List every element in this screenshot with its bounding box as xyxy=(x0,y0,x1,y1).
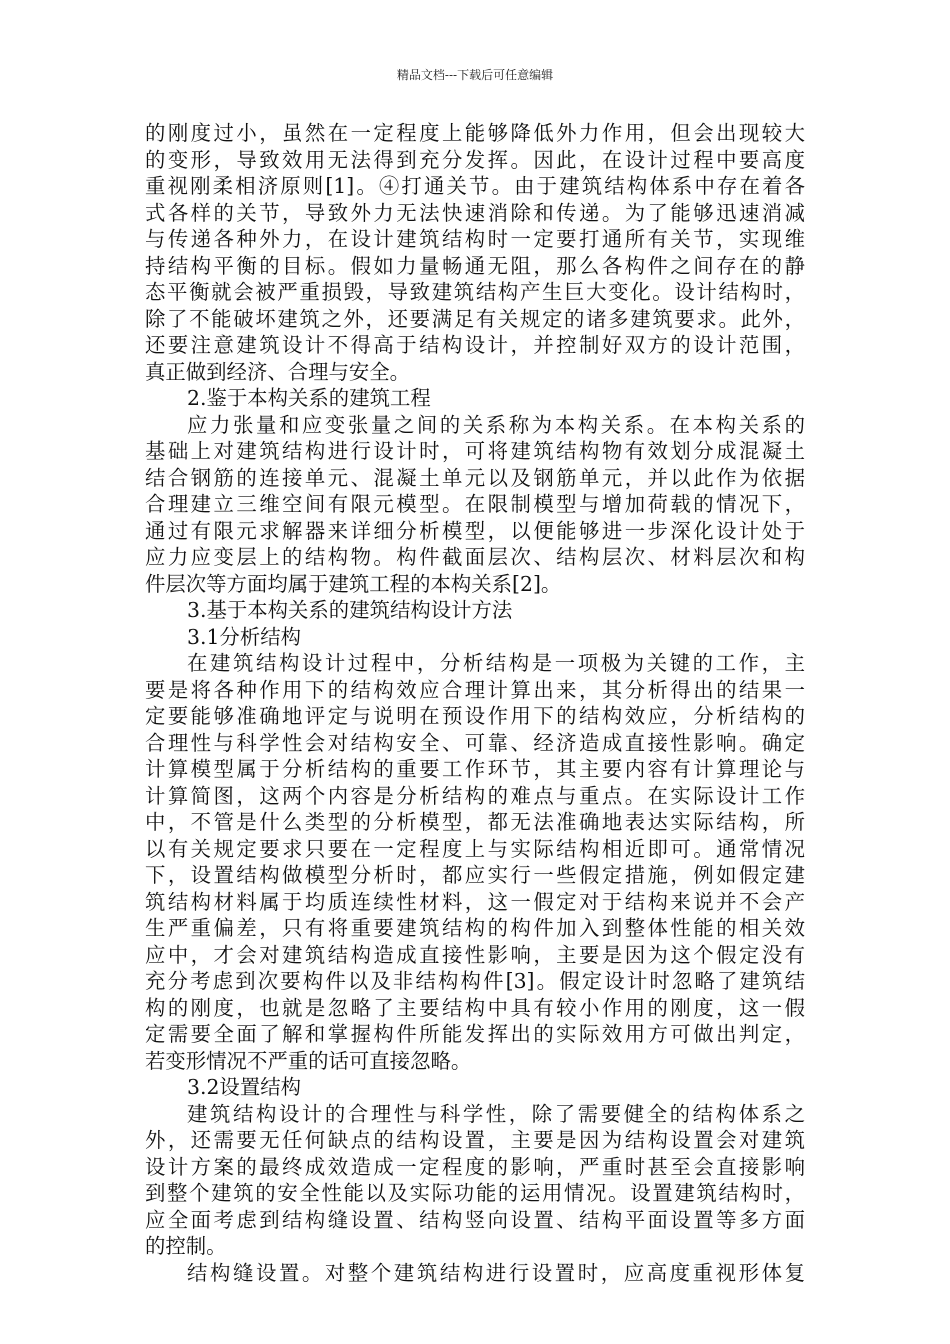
text-line: 的刚度过小，虽然在一定程度上能够降低外力作用，但会出现较大 xyxy=(145,121,805,145)
text-line: 计算模型属于分析结构的重要工作环节，其主要内容有计算理论与 xyxy=(145,757,805,781)
text-line: 下，设置结构做模型分析时，都应实行一些假定措施，例如假定建 xyxy=(145,863,805,887)
text-line: 构的刚度，也就是忽略了主要结构中具有较小作用的刚度，这一假 xyxy=(145,995,805,1020)
text-line: 基础上对建筑结构进行设计时，可将建筑结构物有效划分成混凝土 xyxy=(145,439,805,463)
text-line: 与传递各种外力，在设计建筑结构时一定要打通所有关节，实现维 xyxy=(145,227,805,251)
text-line: 到整个建筑的安全性能以及实际功能的运用情况。设置建筑结构时， xyxy=(145,1181,805,1205)
text-line: 在建筑结构设计过程中，分析结构是一项极为关键的工作，主 xyxy=(187,651,805,675)
text-line: 通过有限元求解器来详细分析模型，以便能够进一步深化设计处于 xyxy=(145,518,805,543)
text-line: 结构缝设置。对整个建筑结构进行设置时，应高度重视形体复 xyxy=(187,1260,805,1285)
text-line: 真正做到经济、合理与安全。 xyxy=(145,359,411,384)
text-line: 持结构平衡的目标。假如力量畅通无阻，那么各构件之间存在的静 xyxy=(145,253,805,278)
text-line: 合理性与科学性会对结构安全、可靠、经济造成直接性影响。确定 xyxy=(145,730,805,755)
text-line: 应全面考虑到结构缝设置、结构竖向设置、结构平面设置等多方面 xyxy=(145,1207,805,1232)
text-line: 应力应变层上的结构物。构件截面层次、结构层次、材料层次和构 xyxy=(145,545,805,569)
subsection-heading: 3.2设置结构 xyxy=(187,1075,301,1099)
section-heading: 2.鉴于本构关系的建筑工程 xyxy=(187,386,431,410)
text-line: 定需要全面了解和掌握构件所能发挥出的实际效用方可做出判定， xyxy=(145,1022,805,1046)
text-line: 式各样的关节，导致外力无法快速消除和传递。为了能够迅速消减 xyxy=(145,200,805,225)
document-body xyxy=(145,120,805,1286)
text-line: 生严重偏差，只有将重要建筑结构的构件加入到整体性能的相关效 xyxy=(145,916,805,940)
text-line: 定要能够准确地评定与说明在预设作用下的结构效应，分析结构的 xyxy=(145,704,805,728)
text-line: 外，还需要无任何缺点的结构设置，主要是因为结构设置会对建筑 xyxy=(145,1128,805,1152)
text-line: 重视刚柔相济原则[1]。④打通关节。由于建筑结构体系中存在着各 xyxy=(145,174,805,198)
text-line: 的控制。 xyxy=(145,1234,227,1258)
text-line: 还要注意建筑设计不得高于结构设计，并控制好双方的设计范围， xyxy=(145,333,805,357)
text-line: 以有关规定要求只要在一定程度上与实际结构相近即可。通常情况 xyxy=(145,836,805,861)
section-heading: 3.基于本构关系的建筑结构设计方法 xyxy=(187,598,513,622)
text-line: 要是将各种作用下的结构效应合理计算出来，其分析得出的结果一 xyxy=(145,677,805,702)
text-line: 件层次等方面均属于建筑工程的本构关系[2]。 xyxy=(145,571,562,596)
text-line: 设计方案的最终成效造成一定程度的影响，严重时甚至会直接影响 xyxy=(145,1154,805,1179)
text-line: 计算简图，这两个内容是分析结构的难点与重点。在实际设计工作 xyxy=(145,783,805,808)
text-line: 除了不能破坏建筑之外，还要满足有关规定的诸多建筑要求。此外， xyxy=(145,306,805,331)
text-line: 态平衡就会被严重损毁，导致建筑结构产生巨大变化。设计结构时， xyxy=(145,280,805,304)
text-line: 结合钢筋的连接单元、混凝土单元以及钢筋单元，并以此作为依据 xyxy=(145,465,805,490)
text-line: 中，不管是什么类型的分析模型，都无法准确地表达实际结构，所 xyxy=(145,810,805,834)
text-line: 建筑结构设计的合理性与科学性，除了需要健全的结构体系之 xyxy=(187,1101,805,1126)
text-line: 若变形情况不严重的话可直接忽略。 xyxy=(145,1048,472,1073)
text-line: 应力张量和应变张量之间的关系称为本构关系。在本构关系的 xyxy=(187,412,805,437)
subsection-heading: 3.1分析结构 xyxy=(187,624,301,649)
text-line: 合理建立三维空间有限元模型。在限制模型与增加荷载的情况下， xyxy=(145,492,805,516)
page-header: 精品文档---下载后可任意编辑 xyxy=(396,68,554,82)
text-line: 应中，才会对建筑结构造成直接性影响，主要是因为这个假定没有 xyxy=(145,942,805,967)
text-line: 筑结构材料属于均质连续性材料，这一假定对于结构来说并不会产 xyxy=(145,889,805,914)
text-line: 充分考虑到次要构件以及非结构构件[3]。假定设计时忽略了建筑结 xyxy=(145,969,805,993)
text-line: 的变形，导致效用无法得到充分发挥。因此，在设计过程中要高度 xyxy=(145,147,805,172)
